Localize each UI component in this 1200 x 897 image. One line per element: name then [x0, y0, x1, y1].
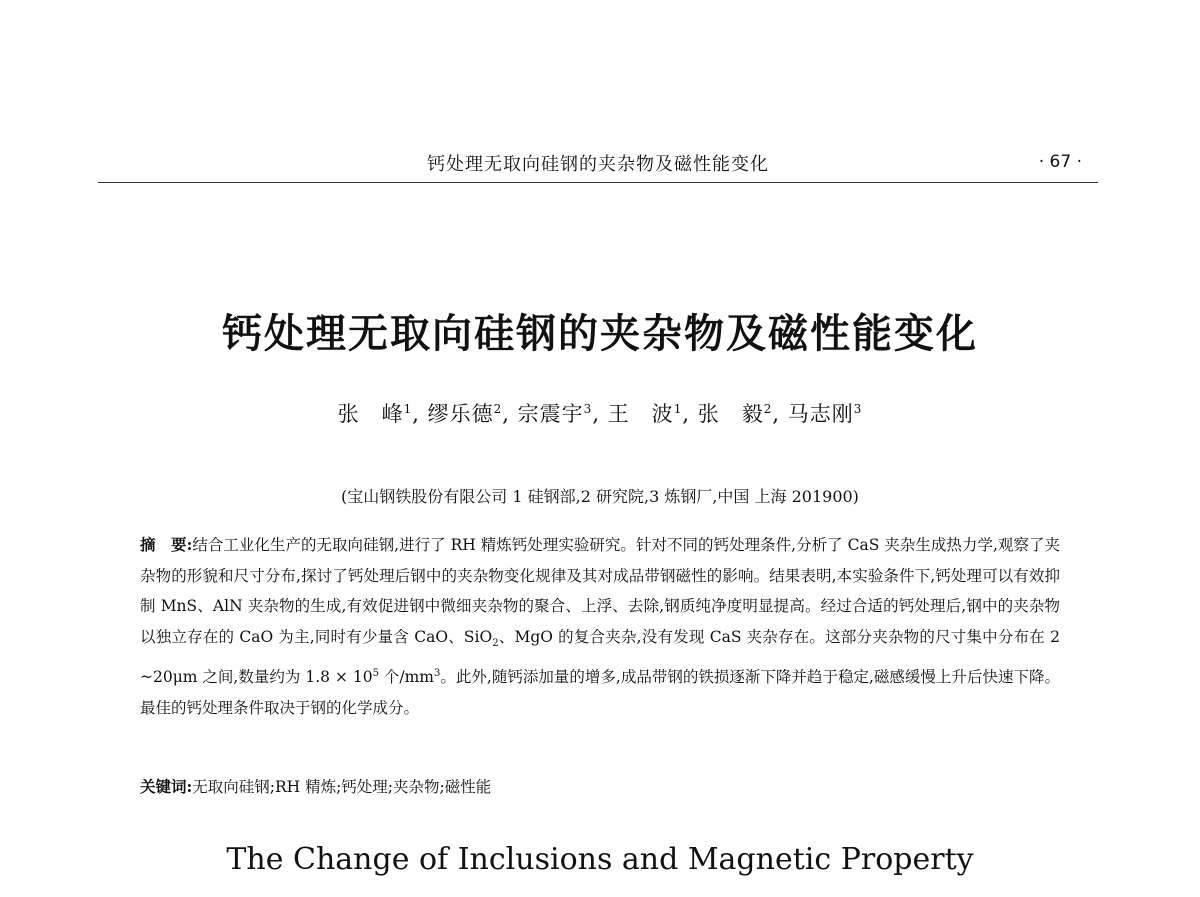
author-affiliation-mark: 3	[853, 402, 863, 416]
author-affiliation-mark: 1	[403, 402, 413, 416]
author-separator: ,	[592, 402, 600, 426]
running-header	[98, 148, 1098, 183]
author-separator: ,	[682, 402, 691, 426]
author-affiliation-mark: 1	[673, 402, 683, 416]
affiliation: (宝山钢铁股份有限公司 1 硅钢部,2 研究院,3 炼钢厂,中国 上海 201900)	[341, 487, 859, 506]
keywords-text: 无取向硅钢;RH 精炼;钙处理;夹杂物;磁性能	[192, 778, 492, 796]
author-separator: ,	[772, 402, 781, 426]
page-number: · 67 ·	[1038, 152, 1082, 172]
author-name: 马志刚	[787, 402, 854, 426]
running-title: 钙处理无取向硅钢的夹杂物及磁性能变化	[427, 154, 769, 175]
author-affiliation-mark: 2	[493, 402, 503, 416]
abstract-label: 摘 要:	[140, 535, 193, 554]
superscript: 5	[372, 668, 379, 680]
keywords	[140, 775, 1060, 797]
author-separator: ,	[412, 402, 420, 426]
abstract	[140, 530, 1060, 723]
abstract-text: 。此外,随钙添加量的增多,成品带钢的铁损逐渐下降并趋于稳定,磁感缓慢上升后快速下降。最佳的钙处理条件取决于钢的化学成分。	[140, 668, 1060, 717]
author-name: 张 峰	[337, 402, 404, 426]
abstract-text: 结合工业化生产的无取向硅钢,进行了 RH 精炼钙处理实验研究。针对不同的钙处理条件,分析了 CaS 夹杂生成热力学,观察了夹杂物的形貌和尺寸分布,探讨了钙处理后钢中的夹杂物变化规律及其对成品带钢磁性的影响。结果表明,本实验条件下,钙处理可以有效抑制 MnS、AlN 夹杂物的生成,有效促进钢中微细夹杂物的聚合、上浮、去除,钢质纯净度明显提高。经过合适的钙处理后,钢中的夹杂物以独立存在的 CaO 为主,同时有少量含 CaO、SiO	[140, 536, 1060, 646]
author-name: 张 毅	[697, 402, 764, 426]
author-name: 缪乐德	[427, 402, 494, 426]
superscript: 3	[434, 668, 441, 680]
author-list	[0, 398, 1200, 428]
author-separator: ,	[502, 402, 510, 426]
abstract-text: 个/mm	[378, 668, 434, 687]
paper-title: 钙处理无取向硅钢的夹杂物及磁性能变化	[222, 310, 978, 357]
author-affiliation-mark: 2	[763, 402, 773, 416]
author-name: 宗震宇	[517, 402, 584, 426]
keywords-label: 关键词:	[140, 777, 193, 796]
abstract-text: 、MgO 的复合夹杂,没有发现 CaS 夹杂存在。这部分夹杂物的尺寸集中分布在 2 ~20μm 之间,数量约为 1.8 × 10	[140, 627, 1061, 687]
english-title: The Change of Inclusions and Magnetic Property	[226, 842, 974, 877]
author-name: 王 波	[607, 402, 674, 426]
author-affiliation-mark: 3	[583, 402, 593, 416]
subscript: 2	[492, 637, 499, 649]
